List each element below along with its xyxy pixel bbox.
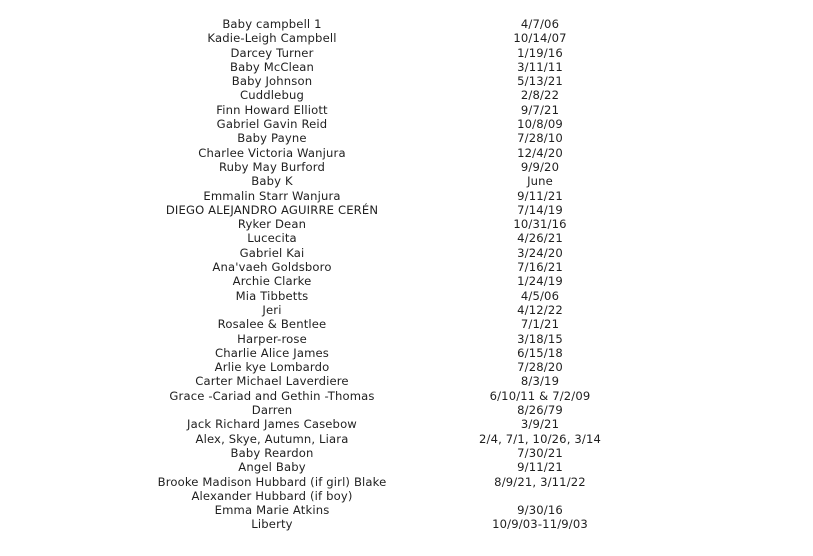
list-item	[0, 160, 813, 174]
entry-name: Mia Tibbetts	[235, 288, 309, 303]
list-item	[0, 489, 813, 503]
entry-name: Jeri	[262, 302, 282, 317]
entry-name: Alexander Hubbard (if boy)	[191, 488, 353, 503]
entry-date: 3/24/20	[517, 245, 563, 260]
list-item	[0, 131, 813, 145]
entry-name: Baby Reardon	[230, 445, 314, 460]
entry-date: 3/18/15	[517, 331, 563, 346]
entry-date: 9/7/21	[520, 102, 560, 117]
entry-name: Baby Johnson	[231, 74, 313, 89]
entry-date: 4/26/21	[517, 231, 563, 246]
entry-date: 12/4/20	[517, 145, 563, 160]
entry-name: Brooke Madison Hubbard (if girl) Blake	[157, 474, 387, 489]
entry-date: 10/9/03-11/9/03	[492, 517, 588, 532]
entry-date: June	[527, 174, 553, 189]
list-item	[0, 260, 813, 274]
entry-date: 9/30/16	[517, 503, 563, 518]
entry-name: Emmalin Starr Wanjura	[203, 188, 341, 203]
entry-date: 9/11/21	[517, 188, 563, 203]
list-item	[0, 46, 813, 60]
list-item	[0, 432, 813, 446]
entry-name: Harper-rose	[237, 331, 307, 346]
list-item	[0, 503, 813, 517]
entry-name: Ryker Dean	[237, 217, 307, 232]
entry-date: 3/11/11	[517, 59, 563, 74]
entry-name: Charlee Victoria Wanjura	[198, 145, 346, 160]
entry-name: Carter Michael Laverdiere	[195, 374, 349, 389]
entry-name: Darcey Turner	[230, 45, 314, 60]
entry-date: 10/14/07	[513, 31, 567, 46]
entry-date: 7/14/19	[517, 202, 563, 217]
list-item	[0, 475, 813, 489]
list-item	[0, 88, 813, 102]
entry-name: Grace -Cariad and Gethin -Thomas	[169, 388, 375, 403]
list-item	[0, 246, 813, 260]
list-item	[0, 360, 813, 374]
list-item	[0, 403, 813, 417]
list-item	[0, 60, 813, 74]
entry-date: 7/28/10	[517, 131, 563, 146]
list-item	[0, 17, 813, 31]
entry-name: Jack Richard James Casebow	[187, 417, 357, 432]
entry-name: Cuddlebug	[240, 88, 304, 103]
entry-name: Ruby May Burford	[218, 159, 326, 174]
entry-name: Archie Clarke	[232, 274, 312, 289]
entry-date: 10/31/16	[513, 217, 567, 232]
list-item	[0, 389, 813, 403]
entry-date: 7/30/21	[517, 445, 563, 460]
list-item	[0, 289, 813, 303]
entry-date: 4/5/06	[520, 288, 560, 303]
entry-date: 7/28/20	[517, 360, 563, 375]
list-item	[0, 517, 813, 531]
list-item	[0, 31, 813, 45]
entry-date: 7/16/21	[517, 260, 563, 275]
list-item	[0, 303, 813, 317]
entry-date: 10/8/09	[517, 117, 563, 132]
list-item	[0, 189, 813, 203]
entry-name: Charlie Alice James	[215, 345, 329, 360]
entry-name: Kadie-Leigh Campbell	[207, 31, 337, 46]
list-item	[0, 117, 813, 131]
entry-name: Angel Baby	[238, 460, 306, 475]
entry-name: Baby McClean	[229, 59, 315, 74]
list-item	[0, 317, 813, 331]
list-item	[0, 346, 813, 360]
entry-date: 6/15/18	[517, 345, 563, 360]
list-item	[0, 74, 813, 88]
entry-name: Baby K	[251, 174, 293, 189]
list-item	[0, 217, 813, 231]
entry-name: Gabriel Kai	[239, 245, 305, 260]
list-item	[0, 417, 813, 431]
list-item	[0, 374, 813, 388]
entry-name: Alex, Skye, Autumn, Liara	[195, 431, 349, 446]
entry-date: 4/12/22	[517, 302, 563, 317]
entry-date: 7/1/21	[520, 317, 560, 332]
entry-date: 6/10/11 & 7/2/09	[489, 388, 591, 403]
entry-name: Arlie kye Lombardo	[214, 360, 330, 375]
list-item	[0, 460, 813, 474]
entry-name: Rosalee & Bentlee	[217, 317, 327, 332]
entry-name: Ana'vaeh Goldsboro	[212, 260, 332, 275]
entry-date: 5/13/21	[517, 74, 563, 89]
entry-date: 2/8/22	[520, 88, 560, 103]
entry-date: 9/11/21	[517, 460, 563, 475]
entry-name: Lucecita	[247, 231, 297, 246]
entry-date: 8/3/19	[520, 374, 560, 389]
entry-name: Baby Payne	[237, 131, 307, 146]
list-item	[0, 146, 813, 160]
list-item	[0, 103, 813, 117]
entry-date: 3/9/21	[520, 417, 560, 432]
entry-date: 8/26/79	[517, 403, 563, 418]
entry-name: Finn Howard Elliott	[216, 102, 328, 117]
entry-date: 8/9/21, 3/11/22	[494, 474, 586, 489]
list-item	[0, 231, 813, 245]
entry-date: 1/19/16	[517, 45, 563, 60]
entry-date: 4/7/06	[520, 17, 560, 31]
entry-date: 9/9/20	[520, 159, 560, 174]
list-item	[0, 332, 813, 346]
list-item	[0, 203, 813, 217]
names-and-dates-list	[0, 17, 813, 532]
entry-name: Darren	[251, 403, 293, 418]
entry-name: Emma Marie Atkins	[214, 503, 330, 518]
entry-name: Gabriel Gavin Reid	[216, 117, 328, 132]
entry-name: Baby campbell 1	[222, 17, 322, 31]
entry-name: DIEGO ALEJANDRO AGUIRRE CERÉN	[165, 202, 379, 217]
entry-date: 2/4, 7/1, 10/26, 3/14	[478, 431, 602, 446]
entry-name: Liberty	[251, 517, 293, 532]
list-item	[0, 446, 813, 460]
list-item	[0, 174, 813, 188]
list-item	[0, 274, 813, 288]
entry-date: 1/24/19	[517, 274, 563, 289]
